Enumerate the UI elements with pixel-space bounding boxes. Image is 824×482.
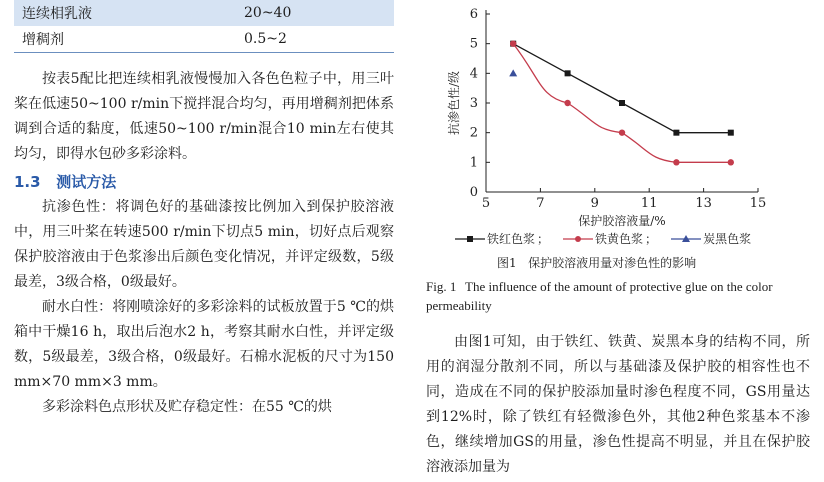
figure-caption-en-text: The influence of the amount of protective glue on the color permeability [426,279,773,313]
formula-table [14,0,394,53]
x-tick-label: 11 [640,196,658,211]
paragraph-analysis: 由图1可知，由于铁红、铁黄、炭黑本身的结构不同，所用的润湿分散剂不同，所以与基础漆及保护胶的相容性也不同，造成在不同的保护胶添加量时渗色程度不同，GS用量达到12%时，除了铁红有轻微渗色外，其他2种色浆基本不渗色，继续增加GS的用量，渗色性提高不明显，并且在保护胶溶液添加量为 [426,334,810,475]
data-point [619,100,625,106]
data-point [564,100,570,106]
legend-label: 铁黄色浆 [595,232,644,246]
figure-label: 图1 [497,256,517,270]
left-column [14,0,394,420]
data-point [510,40,516,46]
figure-caption-text: 保护胶溶液用量对渗色性的影响 [528,256,697,270]
y-tick-label: 3 [469,96,478,111]
bleed-chart [424,2,804,230]
section-number: 1.3 [14,173,41,191]
y-axis-label: 抗渗色性/级 [447,70,461,136]
x-tick-label: 13 [695,196,712,211]
figure-label-en: Fig. 1 [426,279,457,294]
x-tick-label: 15 [749,196,767,211]
legend-label: 炭黑色浆 [703,232,752,246]
y-tick-label: 2 [469,125,478,141]
chart-legend [455,230,795,247]
table-cell-name: 连续相乳液 [14,0,218,26]
data-point [673,159,679,165]
right-column-text [426,330,810,480]
legend-item-carbon-black [671,230,751,247]
figure-caption-cn [497,254,696,271]
paragraph-water-whitening: 耐水白性：将刚喷涂好的多彩涂料的试板放置于5 ℃的烘箱中干燥16 h，取出后泡水2 h，考察其耐水白性，并评定级数，5级最差，3级合格，0级最好。石棉水泥板的尺寸为150 mm×70 mm×3 mm。 [14,299,394,390]
y-tick-label: 6 [469,7,478,22]
data-point [673,130,679,136]
section-heading [14,169,394,195]
y-tick-label: 5 [469,36,478,52]
table-row [14,26,394,53]
data-point [728,159,734,165]
data-point [619,129,625,135]
table-cell-name: 增稠剂 [14,26,218,53]
data-point [565,70,571,76]
figure-caption-en [426,277,810,315]
y-tick-label: 1 [469,155,478,171]
paragraph-storage: 多彩涂料色点形状及贮存稳定性：在55 ℃的烘 [42,399,332,415]
series-line-0 [513,44,731,133]
paragraph-mixing: 按表5配比把连续相乳液慢慢加入各色色粒子中，用三叶桨在低速50~100 r/min下搅拌混合均匀，再用增稠剂把体系调到合适的黏度，低速50~100 r/min混合10 min左右使其均匀，即得水包砂多彩涂料。 [14,71,394,162]
legend-item-yellow-iron: 铁黄色浆 ； [563,230,657,247]
data-point [728,130,734,136]
x-axis-label: 保护胶溶液量/% [578,214,666,228]
data-point [509,69,517,76]
x-tick-label: 9 [590,196,599,211]
x-tick-label: 7 [536,196,545,211]
table-cell-value: 20~40 [218,0,394,26]
paragraph-bleed-resistance: 抗渗色性：将调色好的基础漆按比例加入到保护胶溶液中，用三叶桨在转速500 r/min下切点5 min，切好点后观察保护胶溶液由于色浆渗出后颜色变化情况，并评定级数，5级最差，3级合格，0级最好。 [14,199,394,290]
legend-label: 铁红色浆 [487,232,536,246]
y-tick-label: 4 [469,66,478,82]
x-tick-label: 5 [481,196,491,211]
legend-item-red-iron: 铁红色浆 ； [455,230,549,247]
table-cell-value: 0.5~2 [218,26,394,53]
table-row [14,0,394,26]
y-tick-label: 0 [469,185,478,200]
section-title: 测试方法 [56,173,117,191]
